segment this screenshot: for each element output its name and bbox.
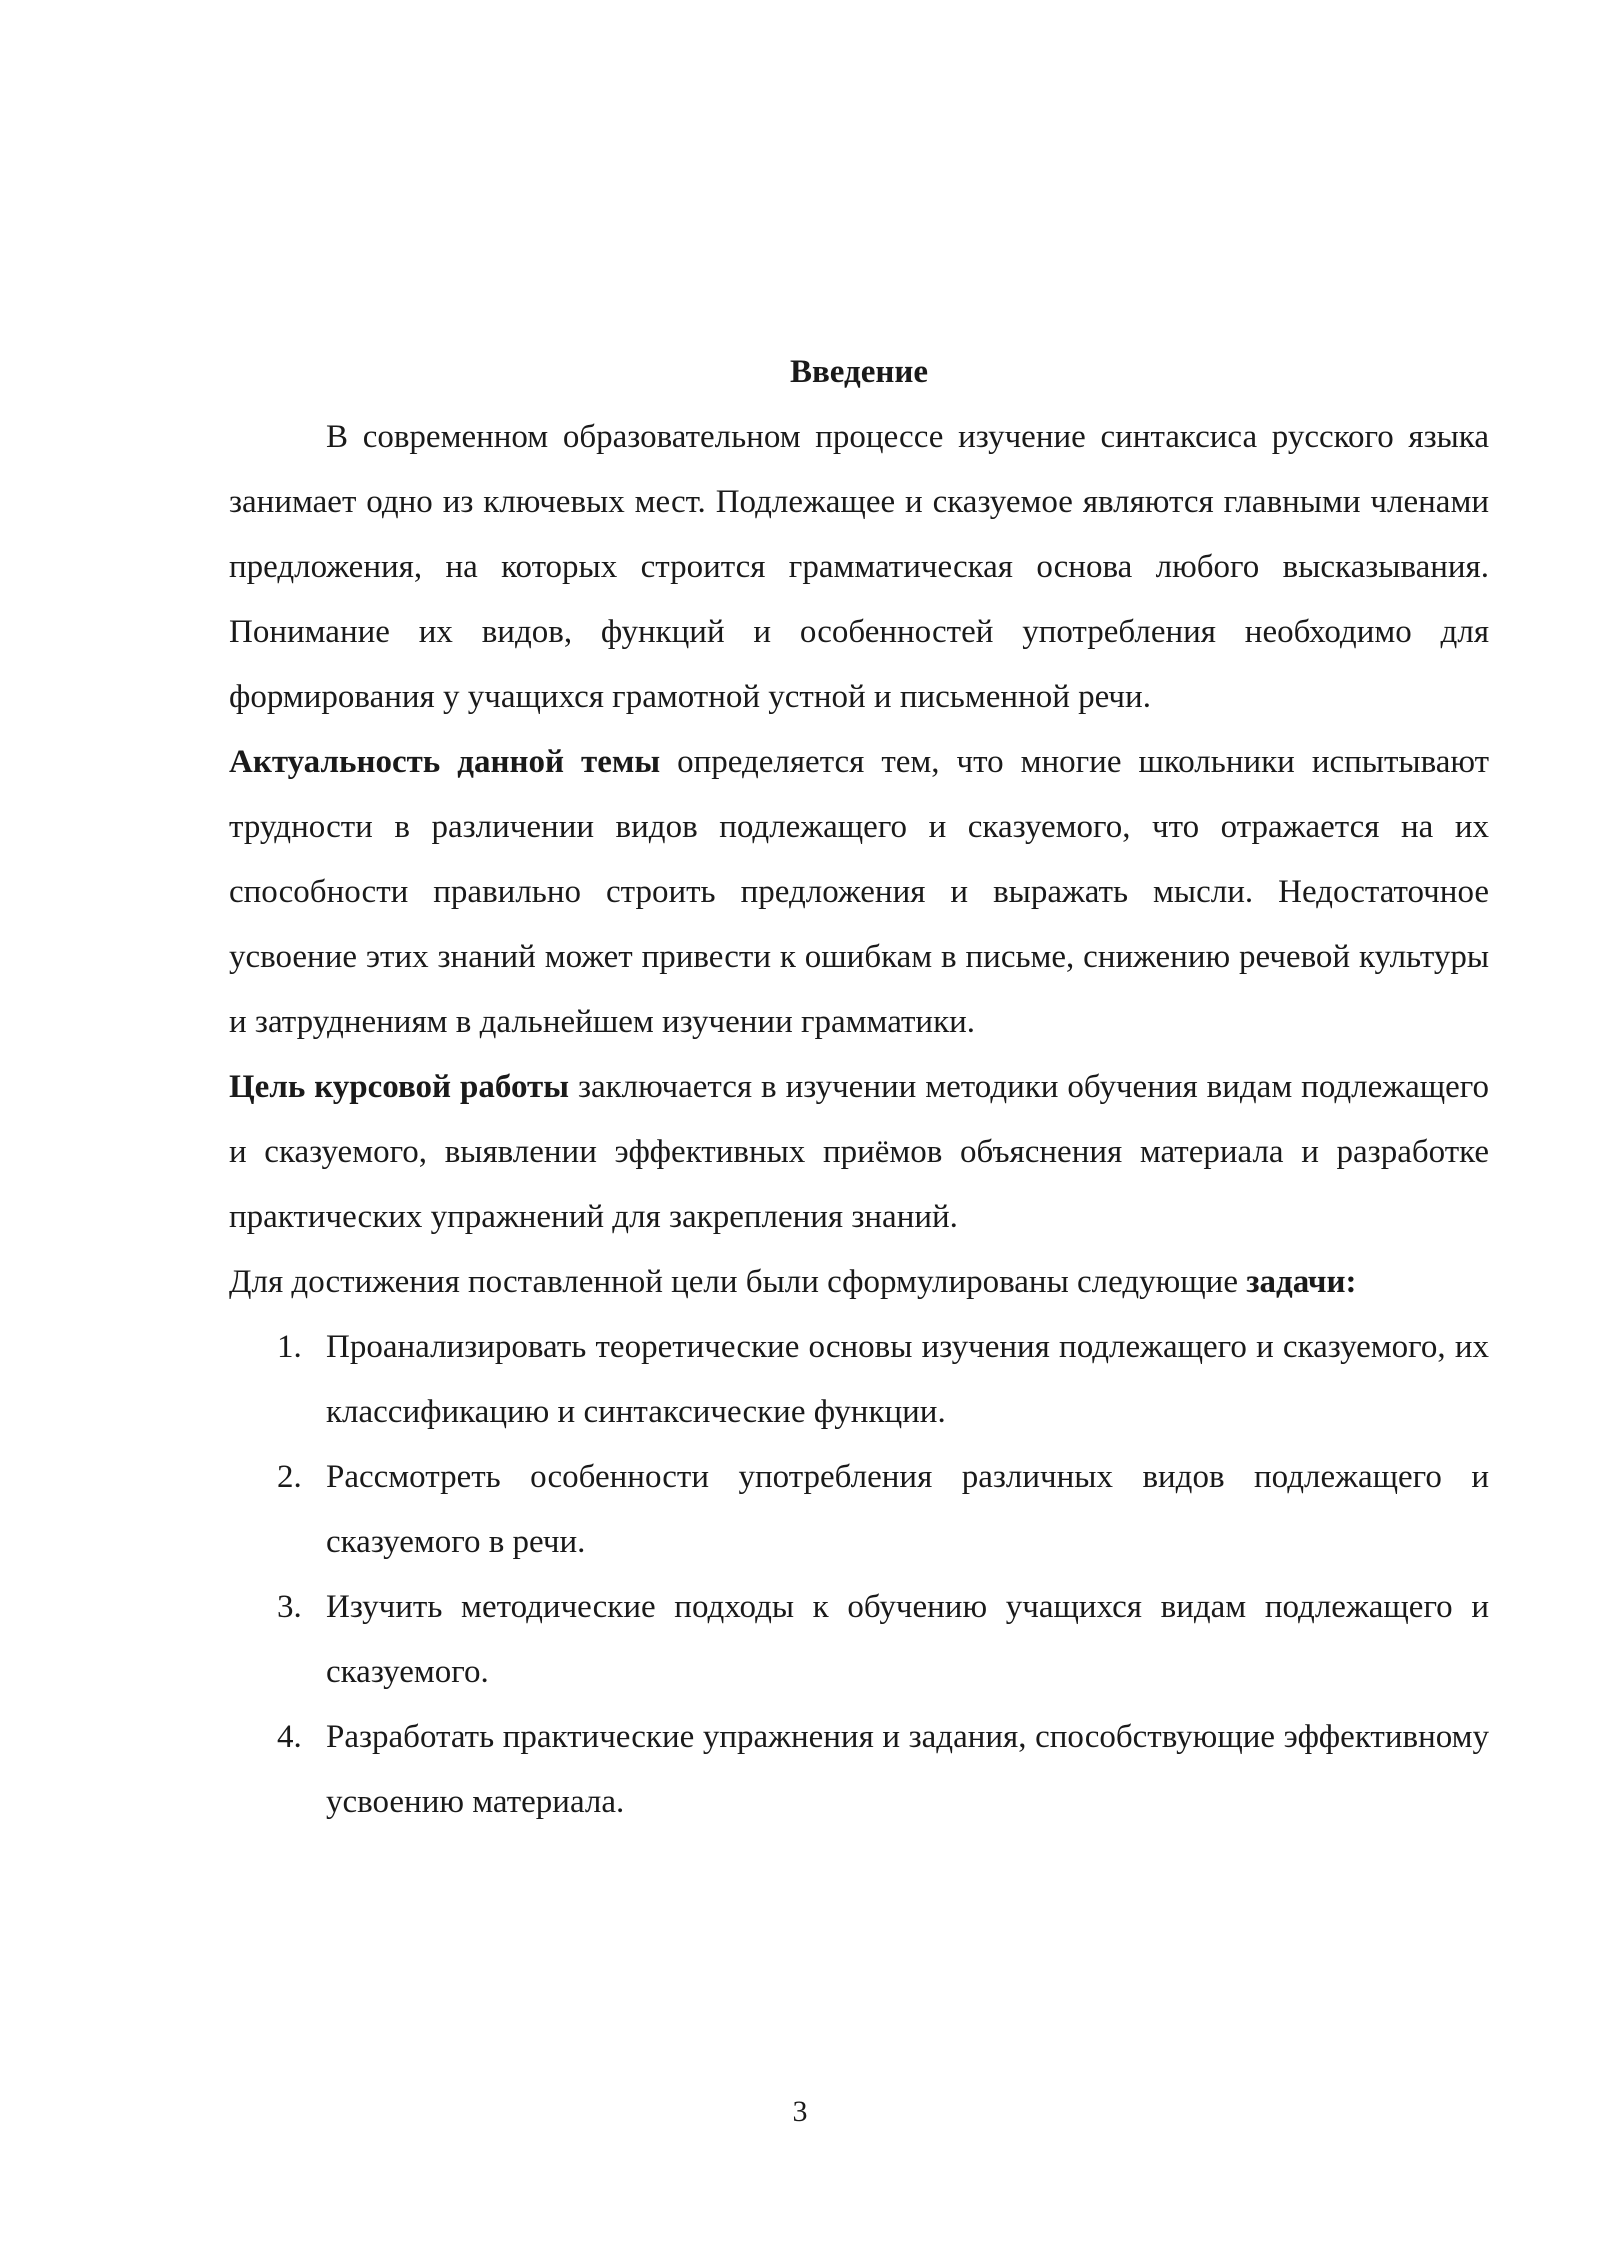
- intro-paragraph: В современном образовательном процессе изучение синтаксиса русского языка занимает одно из ключевых мест. Подлежащее и сказуемое являются главными членами предложения, на которых строится грамматическая основа любого высказывания. Понимание их видов, функций и особенностей употребления необходимо для формирования у учащихся грамотной устной и письменной речи.: [229, 419, 1489, 715]
- page-number: 3: [792, 2095, 808, 2128]
- list-item-text: Изучить методические подходы к обучению учащихся видам подлежащего и сказуемого.: [326, 1589, 1489, 1690]
- list-item: [229, 1445, 1489, 1575]
- list-item-text: Разработать практические упражнения и задания, способствующие эффективному усвоению материала.: [326, 1719, 1489, 1820]
- relevance-text: определяется тем, что многие школьники испытывают трудности в различении видов подлежащего и сказуемого, что отражается на их способности правильно строить предложения и выражать мысли. Недостаточное усвоение этих знаний может привести к ошибкам в письме, снижению речевой культуры и затруднениям в дальнейшем изучении грамматики.: [229, 744, 1489, 1040]
- list-item: [229, 1575, 1489, 1705]
- list-item-text: Проанализировать теоретические основы изучения подлежащего и сказуемого, их классификацию и синтаксические функции.: [326, 1329, 1489, 1430]
- list-item: [229, 1705, 1489, 1835]
- tasks-list: [229, 1315, 1489, 1835]
- list-item: [229, 1315, 1489, 1445]
- list-item-text: Рассмотреть особенности употребления различных видов подлежащего и сказуемого в речи.: [326, 1459, 1489, 1560]
- goal-text: заключается в изучении методики обучения видам подлежащего и сказуемого, выявлении эффективных приёмов объяснения материала и разработке практических упражнений для закрепления знаний.: [229, 1069, 1490, 1235]
- relevance-paragraph: [229, 730, 1489, 1055]
- goal-lead: Цель курсовой работы: [229, 1069, 569, 1105]
- tasks-intro-text: Для достижения поставленной цели были сформулированы следующие: [229, 1264, 1247, 1300]
- list-item-number: 4.: [277, 1719, 302, 1755]
- list-item-number: 3.: [277, 1589, 302, 1625]
- tasks-intro-paragraph: [229, 1250, 1489, 1315]
- relevance-lead: Актуальность данной темы: [229, 744, 661, 780]
- goal-paragraph: [229, 1055, 1489, 1250]
- list-item-number: 1.: [277, 1329, 302, 1365]
- tasks-intro-lead: задачи:: [1246, 1264, 1357, 1300]
- page-content: [229, 340, 1489, 1835]
- list-item-number: 2.: [277, 1459, 302, 1495]
- section-title: Введение: [789, 354, 929, 390]
